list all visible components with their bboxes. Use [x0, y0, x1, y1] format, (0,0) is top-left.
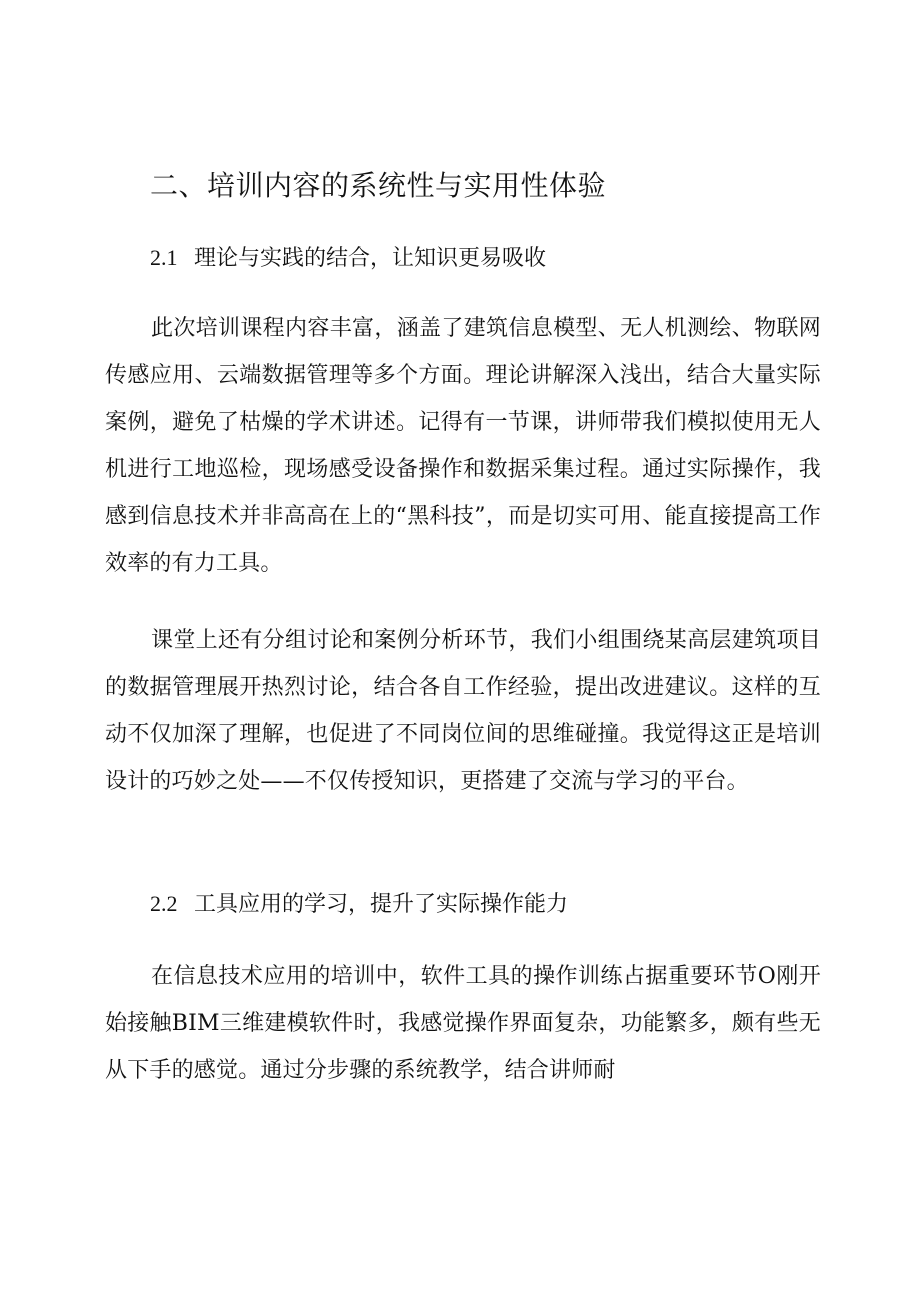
- subsection-heading-2-1: [150, 242, 546, 275]
- paragraph-2-2-1: 在信息技术应用的培训中，软件工具的操作训练占据重要环节O刚开始接触BIM三维建模软件时，我感觉操作界面复杂，功能繁多，颇有些无从下手的感觉。通过分步骤的系统教学，结合讲师耐: [105, 964, 821, 1083]
- paragraph-2-1-2: 课堂上还有分组讨论和案例分析环节，我们小组围绕某高层建筑项目的数据管理展开热烈讨论，结合各自工作经验，提出改进建议。这样的互动不仅加深了理解，也促进了不同岗位间的思维碰撞。我觉得这正是培训设计的巧妙之处——不仅传授知识，更搭建了交流与学习的平台。: [105, 628, 821, 794]
- subsection-title: 理论与实践的结合，让知识更易吸收: [194, 246, 547, 271]
- paragraph-2-1-1: 此次培训课程内容丰富，涵盖了建筑信息模型、无人机测绘、物联网传感应用、云端数据管理等多个方面。理论讲解深入浅出，结合大量实际案例，避免了枯燥的学术讲述。记得有一节课，讲师带我们模拟使用无人机进行工地巡检，现场感受设备操作和数据采集过程。通过实际操作，我感到信息技术并非高高在上的“黑科技”，而是切实可用、能直接提高工作效率的有力工具。: [105, 316, 821, 576]
- subsection-title: 工具应用的学习，提升了实际操作能力: [194, 892, 569, 917]
- subsection-heading-2-2: [150, 888, 568, 921]
- section-title: 二、培训内容的系统性与实用性体验: [150, 169, 607, 202]
- subsection-number: 2.2: [150, 891, 178, 916]
- subsection-number: 2.1: [150, 245, 178, 270]
